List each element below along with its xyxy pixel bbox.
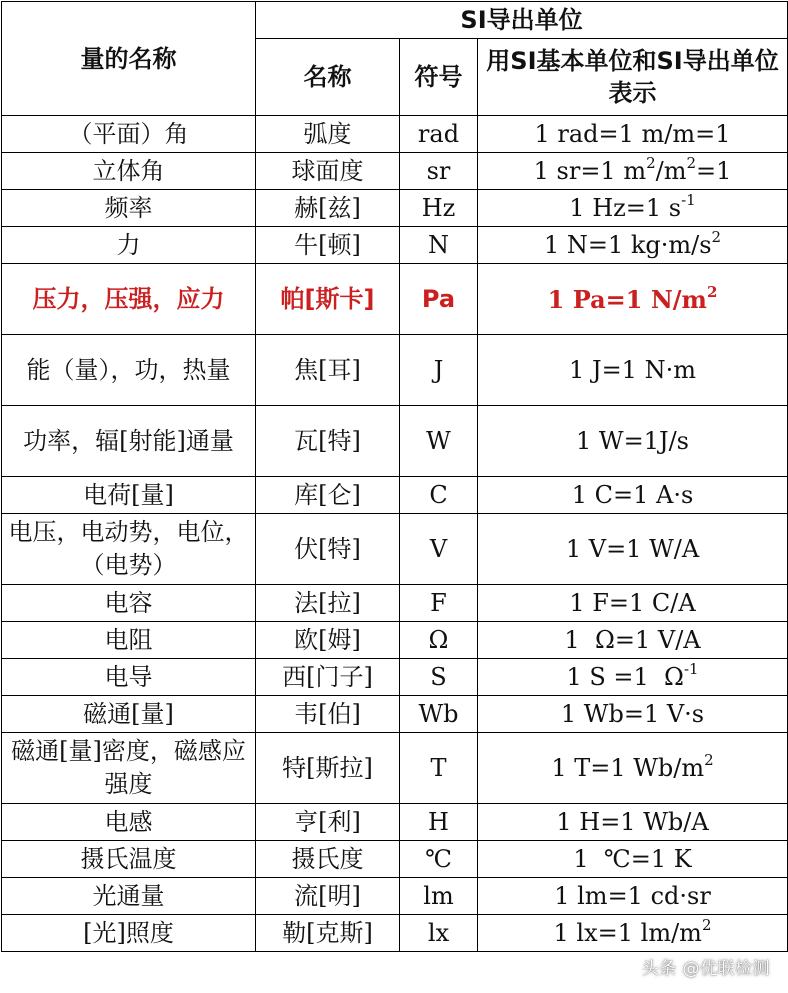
expression-text: /m xyxy=(655,157,687,185)
unit-expression-cell xyxy=(478,659,788,696)
expression-exponent: -1 xyxy=(681,191,696,209)
expression-text: 1 Hz=1 s xyxy=(569,194,682,222)
expression-text: 1 S =1 Ω xyxy=(566,663,684,691)
quantity-name-cell: 电容 xyxy=(2,585,256,622)
table-row xyxy=(2,733,788,804)
quantity-name-cell: 能（量），功，热量 xyxy=(2,335,256,406)
unit-symbol-cell: sr xyxy=(400,153,478,190)
unit-name-cell: 弧度 xyxy=(256,116,400,153)
expression-exponent: 2 xyxy=(711,228,722,246)
quantity-name-cell: 立体角 xyxy=(2,153,256,190)
unit-name-cell: 法[拉] xyxy=(256,585,400,622)
unit-symbol-cell: J xyxy=(400,335,478,406)
expression-text: 1 V=1 W/A xyxy=(565,534,700,563)
expression-exponent: 2 xyxy=(646,154,656,172)
unit-expression-cell xyxy=(478,622,788,659)
table-row xyxy=(2,116,788,153)
unit-symbol-cell: rad xyxy=(400,116,478,153)
expression-text: 1 Ω=1 V/A xyxy=(564,626,701,654)
expression-text: 1 N=1 kg·m/s xyxy=(543,231,712,259)
unit-name-cell: 瓦[特] xyxy=(256,406,400,477)
quantity-name-cell: 电阻 xyxy=(2,622,256,659)
unit-name-cell: 流[明] xyxy=(256,878,400,915)
unit-symbol-cell: N xyxy=(400,227,478,264)
expression-text: 1 H=1 Wb/A xyxy=(556,808,709,836)
unit-name-cell: 焦[耳] xyxy=(256,335,400,406)
table-row xyxy=(2,477,788,514)
unit-expression-cell xyxy=(478,841,788,878)
unit-expression-cell xyxy=(478,190,788,227)
unit-name-cell: 勒[克斯] xyxy=(256,915,400,952)
unit-symbol-cell: Hz xyxy=(400,190,478,227)
expression-text: 1 J=1 N·m xyxy=(569,355,696,384)
expression-text: 1 F=1 C/A xyxy=(569,589,696,617)
quantity-name-cell: 光通量 xyxy=(2,878,256,915)
unit-expression-cell xyxy=(478,116,788,153)
table-row xyxy=(2,804,788,841)
quantity-name-cell: 力 xyxy=(2,227,256,264)
unit-symbol-cell: W xyxy=(400,406,478,477)
unit-name-cell: 摄氏度 xyxy=(256,841,400,878)
unit-symbol-header: 符号 xyxy=(400,39,478,116)
unit-symbol-cell: F xyxy=(400,585,478,622)
expression-text: 1 rad=1 m/m=1 xyxy=(534,120,731,148)
table-row xyxy=(2,915,788,952)
quantity-name-cell: 功率，辐[射能]通量 xyxy=(2,406,256,477)
table-row xyxy=(2,264,788,335)
unit-symbol-cell: C xyxy=(400,477,478,514)
si-derived-unit-group-header: SI导出单位 xyxy=(256,2,788,39)
quantity-name-cell: [光]照度 xyxy=(2,915,256,952)
unit-name-cell: 亨[利] xyxy=(256,804,400,841)
table-row xyxy=(2,622,788,659)
expression-exponent: 2 xyxy=(686,154,697,172)
expression-text: 1 C=1 A·s xyxy=(571,481,694,509)
unit-symbol-cell: Ω xyxy=(400,622,478,659)
unit-name-cell: 伏[特] xyxy=(256,514,400,585)
table-row xyxy=(2,227,788,264)
quantity-name-cell: 磁通[量] xyxy=(2,696,256,733)
table-row xyxy=(2,153,788,190)
unit-symbol-cell: H xyxy=(400,804,478,841)
unit-name-cell: 韦[伯] xyxy=(256,696,400,733)
table-row xyxy=(2,190,788,227)
unit-name-cell: 牛[顿] xyxy=(256,227,400,264)
unit-symbol-cell: ℃ xyxy=(400,841,478,878)
unit-expression-cell xyxy=(478,514,788,585)
quantity-name-cell: 电感 xyxy=(2,804,256,841)
unit-symbol-cell: V xyxy=(400,514,478,585)
unit-name-cell: 球面度 xyxy=(256,153,400,190)
quantity-name-cell: 磁通[量]密度，磁感应强度 xyxy=(2,733,256,804)
expression-text: 1 ℃=1 K xyxy=(573,845,692,873)
unit-symbol-cell: Pa xyxy=(400,264,478,335)
quantity-name-cell: 电荷[量] xyxy=(2,477,256,514)
unit-expression-cell xyxy=(478,733,788,804)
unit-expression-cell xyxy=(478,804,788,841)
unit-name-cell: 赫[兹] xyxy=(256,190,400,227)
expression-exponent: 2 xyxy=(706,282,718,301)
unit-expression-cell xyxy=(478,878,788,915)
unit-symbol-cell: S xyxy=(400,659,478,696)
unit-expression-cell xyxy=(478,335,788,406)
table-row xyxy=(2,696,788,733)
expression-exponent: 2 xyxy=(704,750,714,769)
table-row xyxy=(2,514,788,585)
quantity-name-cell: 电压，电动势，电位，（电势） xyxy=(2,514,256,585)
unit-expression-cell xyxy=(478,227,788,264)
table-row xyxy=(2,585,788,622)
unit-expression-cell xyxy=(478,477,788,514)
expression-text: 1 W=1J/s xyxy=(576,426,689,455)
unit-symbol-cell: Wb xyxy=(400,696,478,733)
quantity-name-cell: （平面）角 xyxy=(2,116,256,153)
unit-expression-cell xyxy=(478,406,788,477)
unit-symbol-cell: lx xyxy=(400,915,478,952)
table-row xyxy=(2,659,788,696)
expression-text: 1 Pa=1 N/m xyxy=(547,284,707,314)
expression-text: 1 lx=1 lm/m xyxy=(553,919,702,947)
table-row xyxy=(2,335,788,406)
unit-symbol-cell: T xyxy=(400,733,478,804)
expression-exponent: -1 xyxy=(683,660,699,678)
unit-expression-cell xyxy=(478,585,788,622)
unit-name-cell: 西[门子] xyxy=(256,659,400,696)
watermark: 头条 @优联检测 xyxy=(641,959,770,979)
unit-expression-cell xyxy=(478,915,788,952)
expression-text: 1 lm=1 cd·sr xyxy=(554,882,711,910)
unit-name-cell: 欧[姆] xyxy=(256,622,400,659)
unit-expression-cell xyxy=(478,696,788,733)
unit-expression-header: 用SI基本单位和SI导出单位表示 xyxy=(478,39,788,116)
expression-exponent: 2 xyxy=(701,916,712,934)
quantity-name-header: 量的名称 xyxy=(2,2,256,116)
expression-text: 1 Wb=1 V·s xyxy=(560,700,705,728)
table-row xyxy=(2,406,788,477)
table-row xyxy=(2,841,788,878)
si-derived-units-table xyxy=(1,1,788,952)
unit-symbol-cell: lm xyxy=(400,878,478,915)
table-row xyxy=(2,878,788,915)
unit-name-cell: 特[斯拉] xyxy=(256,733,400,804)
unit-name-cell: 库[仑] xyxy=(256,477,400,514)
unit-name-header: 名称 xyxy=(256,39,400,116)
quantity-name-cell: 电导 xyxy=(2,659,256,696)
unit-name-cell: 帕[斯卡] xyxy=(256,264,400,335)
quantity-name-cell: 压力，压强，应力 xyxy=(2,264,256,335)
expression-text: 1 T=1 Wb/m xyxy=(551,753,705,782)
unit-expression-cell xyxy=(478,264,788,335)
unit-expression-cell xyxy=(478,153,788,190)
expression-text: 1 sr=1 m xyxy=(533,157,647,185)
quantity-name-cell: 频率 xyxy=(2,190,256,227)
quantity-name-cell: 摄氏温度 xyxy=(2,841,256,878)
expression-text: =1 xyxy=(696,157,732,185)
